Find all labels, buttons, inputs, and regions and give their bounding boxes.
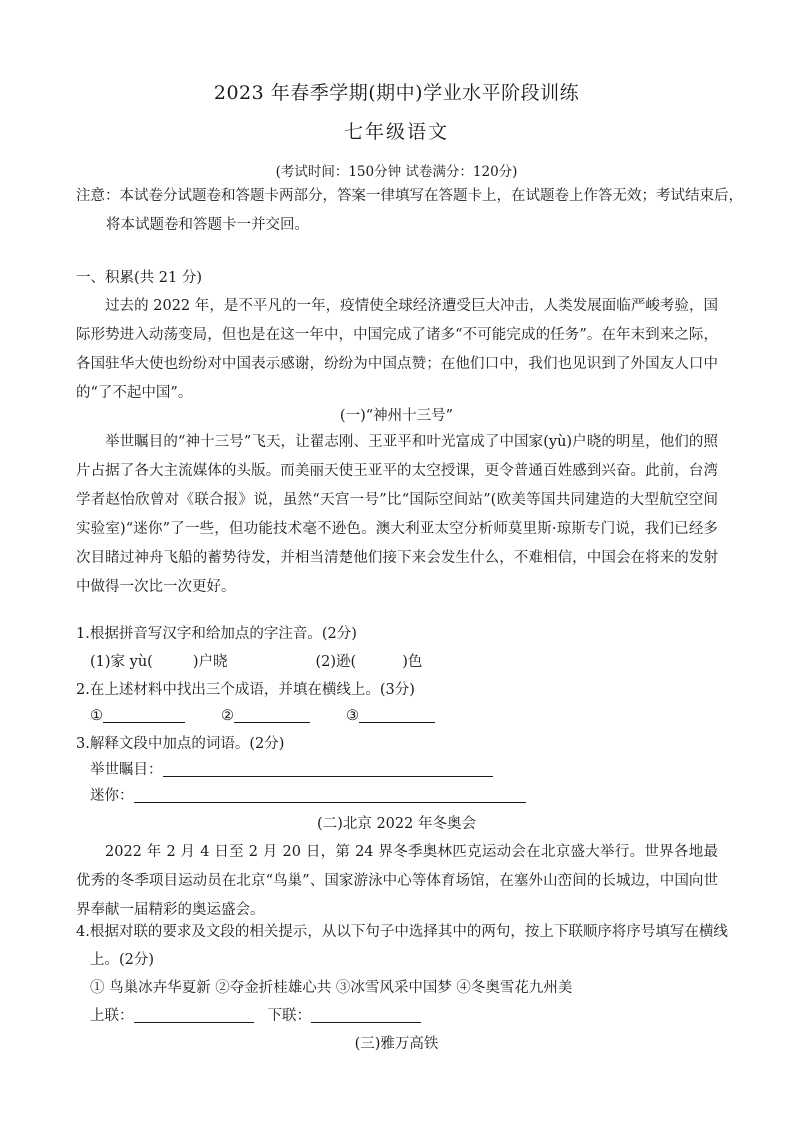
section1-intro: 过去的 2022 年，是不平凡的一年，疫情使全球经济遭受巨大冲击，人类发展面临严峻考验，国际形势进入动荡变局，但也是在这一年中，中国完成了诸多“不可能完成的任务”。在年末到来之际，各国驻华大使也纷纷对中国表示感谢，纷纷为中国点赞；在他们口中，我们也见识到了外国友人口中的“了不起中国”。 (76, 298, 718, 401)
question-3-term-1 (90, 756, 493, 785)
question-3-stem: 3.解释文段中加点的词语。(2分) (76, 736, 285, 752)
upper-couplet-blank[interactable] (134, 1006, 254, 1023)
question-1-answers (90, 648, 422, 677)
idiom-marker-2: ② (221, 708, 234, 724)
idiom-marker-3: ③ (346, 708, 359, 724)
term-1-blank[interactable] (163, 760, 493, 777)
question-3-term-2 (90, 782, 526, 811)
notice-line-1: 注意：本试卷分试题卷和答题卡两部分，答案一律填写在答题卡上，在试题卷上作答无效；考试结束后， (76, 188, 743, 204)
question-4-stem-line-2: 上。(2分) (90, 952, 155, 968)
part2-heading: (二)北京 2022 年冬奥会 (317, 816, 476, 832)
part1-heading: (一)“神州十三号” (339, 408, 454, 424)
q1b-suffix: )色 (402, 654, 423, 670)
question-4-stem-line-1: 4.根据对联的要求及文段的相关提示，从以下句子中选择其中的两句，按上下联顺序将序号填写在横线 (76, 924, 728, 940)
q1a-suffix: )户晓 (192, 654, 228, 670)
question-4-options: ① 鸟巢冰卉华夏新 ②夺金折桂雄心共 ③冰雪风采中国梦 ④冬奥雪花九州美 (90, 980, 573, 996)
section1-heading: 一、积累(共 21 分) (76, 270, 202, 286)
idiom-blank-1[interactable] (103, 706, 185, 723)
term-2-blank[interactable] (134, 786, 526, 803)
lower-couplet-label: 下联： (267, 1008, 311, 1024)
part3-heading: (三)雅万高铁 (354, 1036, 439, 1052)
idiom-marker-1: ① (90, 708, 103, 724)
part1-passage: 举世瞩目的“神十三号”飞天，让翟志刚、王亚平和叶光富成了中国家(yù)户晓的明星，他们的照片占据了各大主流媒体的头版。而美丽天使王亚平的太空授课，更令普通百姓感到兴奋。此前，台湾学者赵怡欣曾对《联合报》说，虽然“天宫一号”比“国际空间站”(欧美等国共同建造的大型航空空间实验室)“迷你”了一些，但功能技术毫不逊色。澳大利亚太空分析师莫里斯·琼斯专门说，我们已经多次目睹过神舟飞船的蓄势待发，并相当清楚他们接下来会发生什么，不难相信，中国会在将来的发射中做得一次比一次更好。 (76, 434, 718, 595)
upper-couplet-label: 上联： (90, 1008, 134, 1024)
idiom-blank-3[interactable] (359, 706, 435, 723)
q1b-prefix: (2)逊( (315, 654, 357, 670)
lower-couplet-blank[interactable] (311, 1006, 421, 1023)
subject-title: 七年级语文 (343, 121, 449, 143)
term-1-label: 举世瞩目： (90, 762, 163, 778)
question-1-stem: 1.根据拼音写汉字和给加点的字注音。(2分) (76, 626, 357, 642)
term-2-label: 迷你： (90, 788, 134, 804)
q1a-prefix: (1)家 yù( (90, 654, 153, 670)
question-2-stem: 2.在上述材料中找出三个成语，并填在横线上。(3分) (76, 682, 415, 698)
question-2-blanks (90, 702, 435, 731)
question-4-answers (90, 1002, 421, 1031)
exam-info: (考试时间：150分钟 试卷满分：120分) (275, 164, 518, 180)
notice-line-2: 将本试题卷和答题卡一并交回。 (106, 217, 309, 233)
exam-title: 2023 年春季学期(期中)学业水平阶段训练 (213, 82, 580, 104)
idiom-blank-2[interactable] (234, 706, 310, 723)
part2-passage: 2022 年 2 月 4 日至 2 月 20 日，第 24 界冬季奥林匹克运动会在北京盛大举行。世界各地最优秀的冬季项目运动员在北京“鸟巢”、国家游泳中心等体育场馆，在塞外山峦间的长城边，中国向世界奉献一届精彩的奥运盛会。 (76, 844, 718, 918)
